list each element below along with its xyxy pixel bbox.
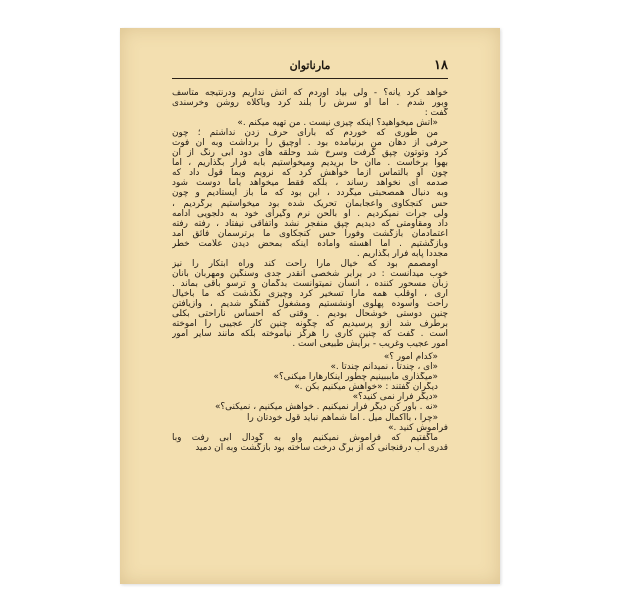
- body-text: [172, 88, 448, 453]
- text-line: «میگذاری مابببینیم چطور اینکارهارا میکنی؟»: [273, 372, 438, 383]
- text-line: راحت وآسوده پهلوی اونشستیم ومشغول گفتگو شدیم ، وازیافتن: [172, 298, 448, 309]
- text-line: «ای ، چندتا ، نمیدانم چندتا .»: [330, 362, 438, 373]
- text-line: برطرف شد ازو پرسیدیم که چگونه چنین کار عجیبی را آموخته: [172, 319, 448, 330]
- text-line: اعتمادمان بازگشت وفورا حس کنجکاوی ما برترسمان فائق آمد: [172, 228, 448, 239]
- page-number: ۱۸: [434, 58, 448, 73]
- text-line: صدمه ای نخواهد رساند ، بلکه فقط میخواهد باما دوست شود: [172, 178, 448, 189]
- text-line: بهوا برخاست . ماآن حا بریدیم ومیخواستیم بابه فرار بگذاریم ، اما: [172, 158, 448, 169]
- page-header: [172, 56, 448, 79]
- text-line: «چرا ، بااکمال میل . اما شماهم نباید قول خودتان را: [247, 412, 438, 423]
- text-line: من طوری که خوردم که بارای حرف زدن نداشتم ؛ چون: [172, 128, 438, 139]
- text-line: فراموش کنید .»: [388, 422, 448, 433]
- scanned-page: [120, 28, 500, 584]
- text-line: داد ومقاومتی که دیدیم چپق منفجر نشد واتفاقی نیفتاد ، رفته رفته: [172, 218, 448, 229]
- text-line: وبازگشتیم . اما آهسته وآماده اینکه بمحض دیدن علامت خطر: [172, 238, 448, 249]
- text-line: قدری آب درفنجانی که از برگ درخت ساخته بود بازگشت وبه آن دمید: [195, 442, 448, 453]
- running-title: مارناتوان: [289, 59, 331, 72]
- text-line: چون او بالتماس ازما خواهش کرد که نرویم وبما قول داد که: [172, 168, 448, 179]
- text-line: «نه . باور کن دیگر فرار نمیکنیم . خواهش میکنیم ، نمیکنی؟»: [214, 402, 438, 413]
- text-line: امور عجیب وغریب - برایش طبیعی است .: [292, 339, 448, 350]
- text-line: وبور شدم . اما او سرش را بلند کرد وباکلاه روشن وخرسندی: [172, 98, 448, 109]
- text-line: وبه دنبال همصحبتی میگردد ، این بود که ما باز ایستادیم و چون: [172, 188, 448, 199]
- text-line: ولی جرات نمیکردیم . او بالحن نرم وگیرای خود به دلجویی ادامه: [172, 208, 448, 219]
- text-line: «آتش میخواهید؟ اینکه چیزی نیست . من تهیه میکنم .»: [237, 118, 438, 129]
- text-line: زبان مسحور کننده ، انسان نمیتوانست بدگمان و ترسو باقی بماند .: [172, 278, 448, 289]
- text-line: کرد وتوتون چپق گرفت وسرخ شد وحلقه های دود آبی رنگ از آن: [172, 148, 448, 159]
- text-line: حرفی از دهان من برنیامده بود . آوچیق را برداشت وبه آن فوت: [172, 138, 448, 149]
- text-line: حس کنجکاوی واعجابمان تحریک شده بود میخواستیم برگردیم ،: [172, 198, 448, 209]
- text-line: است . گفت که چنین کاری را هرگز نیاموخته بلکه مانند سایر امور: [172, 329, 448, 340]
- text-line: خوب میدانست : در برابر شخصی آنقدر جدی وسنگین ومهربان بانان: [172, 268, 448, 279]
- text-line: ماگفتیم که فراموش نمیکنیم واو به گودال آبی رفت وبا: [172, 432, 438, 443]
- text-line: اومصمم بود که خیال مارا راحت کند وراه ابتکار را نیز: [172, 258, 438, 269]
- text-line: «دیگر فرار نمی کنید؟»: [352, 392, 438, 403]
- text-line: «کدام امور ؟»: [383, 352, 438, 363]
- text-line: گفت :: [424, 108, 448, 119]
- text-line: چنین دوستی خوشحال بودیم . وقتی که احساس ناراحتی بکلی: [172, 309, 448, 320]
- text-line: خواهد کرد یانه؟ - ولی بیاد آوردم که آتش نداریم ودرنتیجه متاسف: [172, 88, 448, 98]
- text-line: مجددا پابه فرار بگذاریم .: [356, 248, 448, 259]
- text-line: دیگران گفتند : «خواهش میکنیم بکن .»: [294, 382, 438, 393]
- text-line: آری ، اوقلب همه مارا تسخیر کرد وچیزی نگذشت که ما باخیال: [172, 288, 448, 299]
